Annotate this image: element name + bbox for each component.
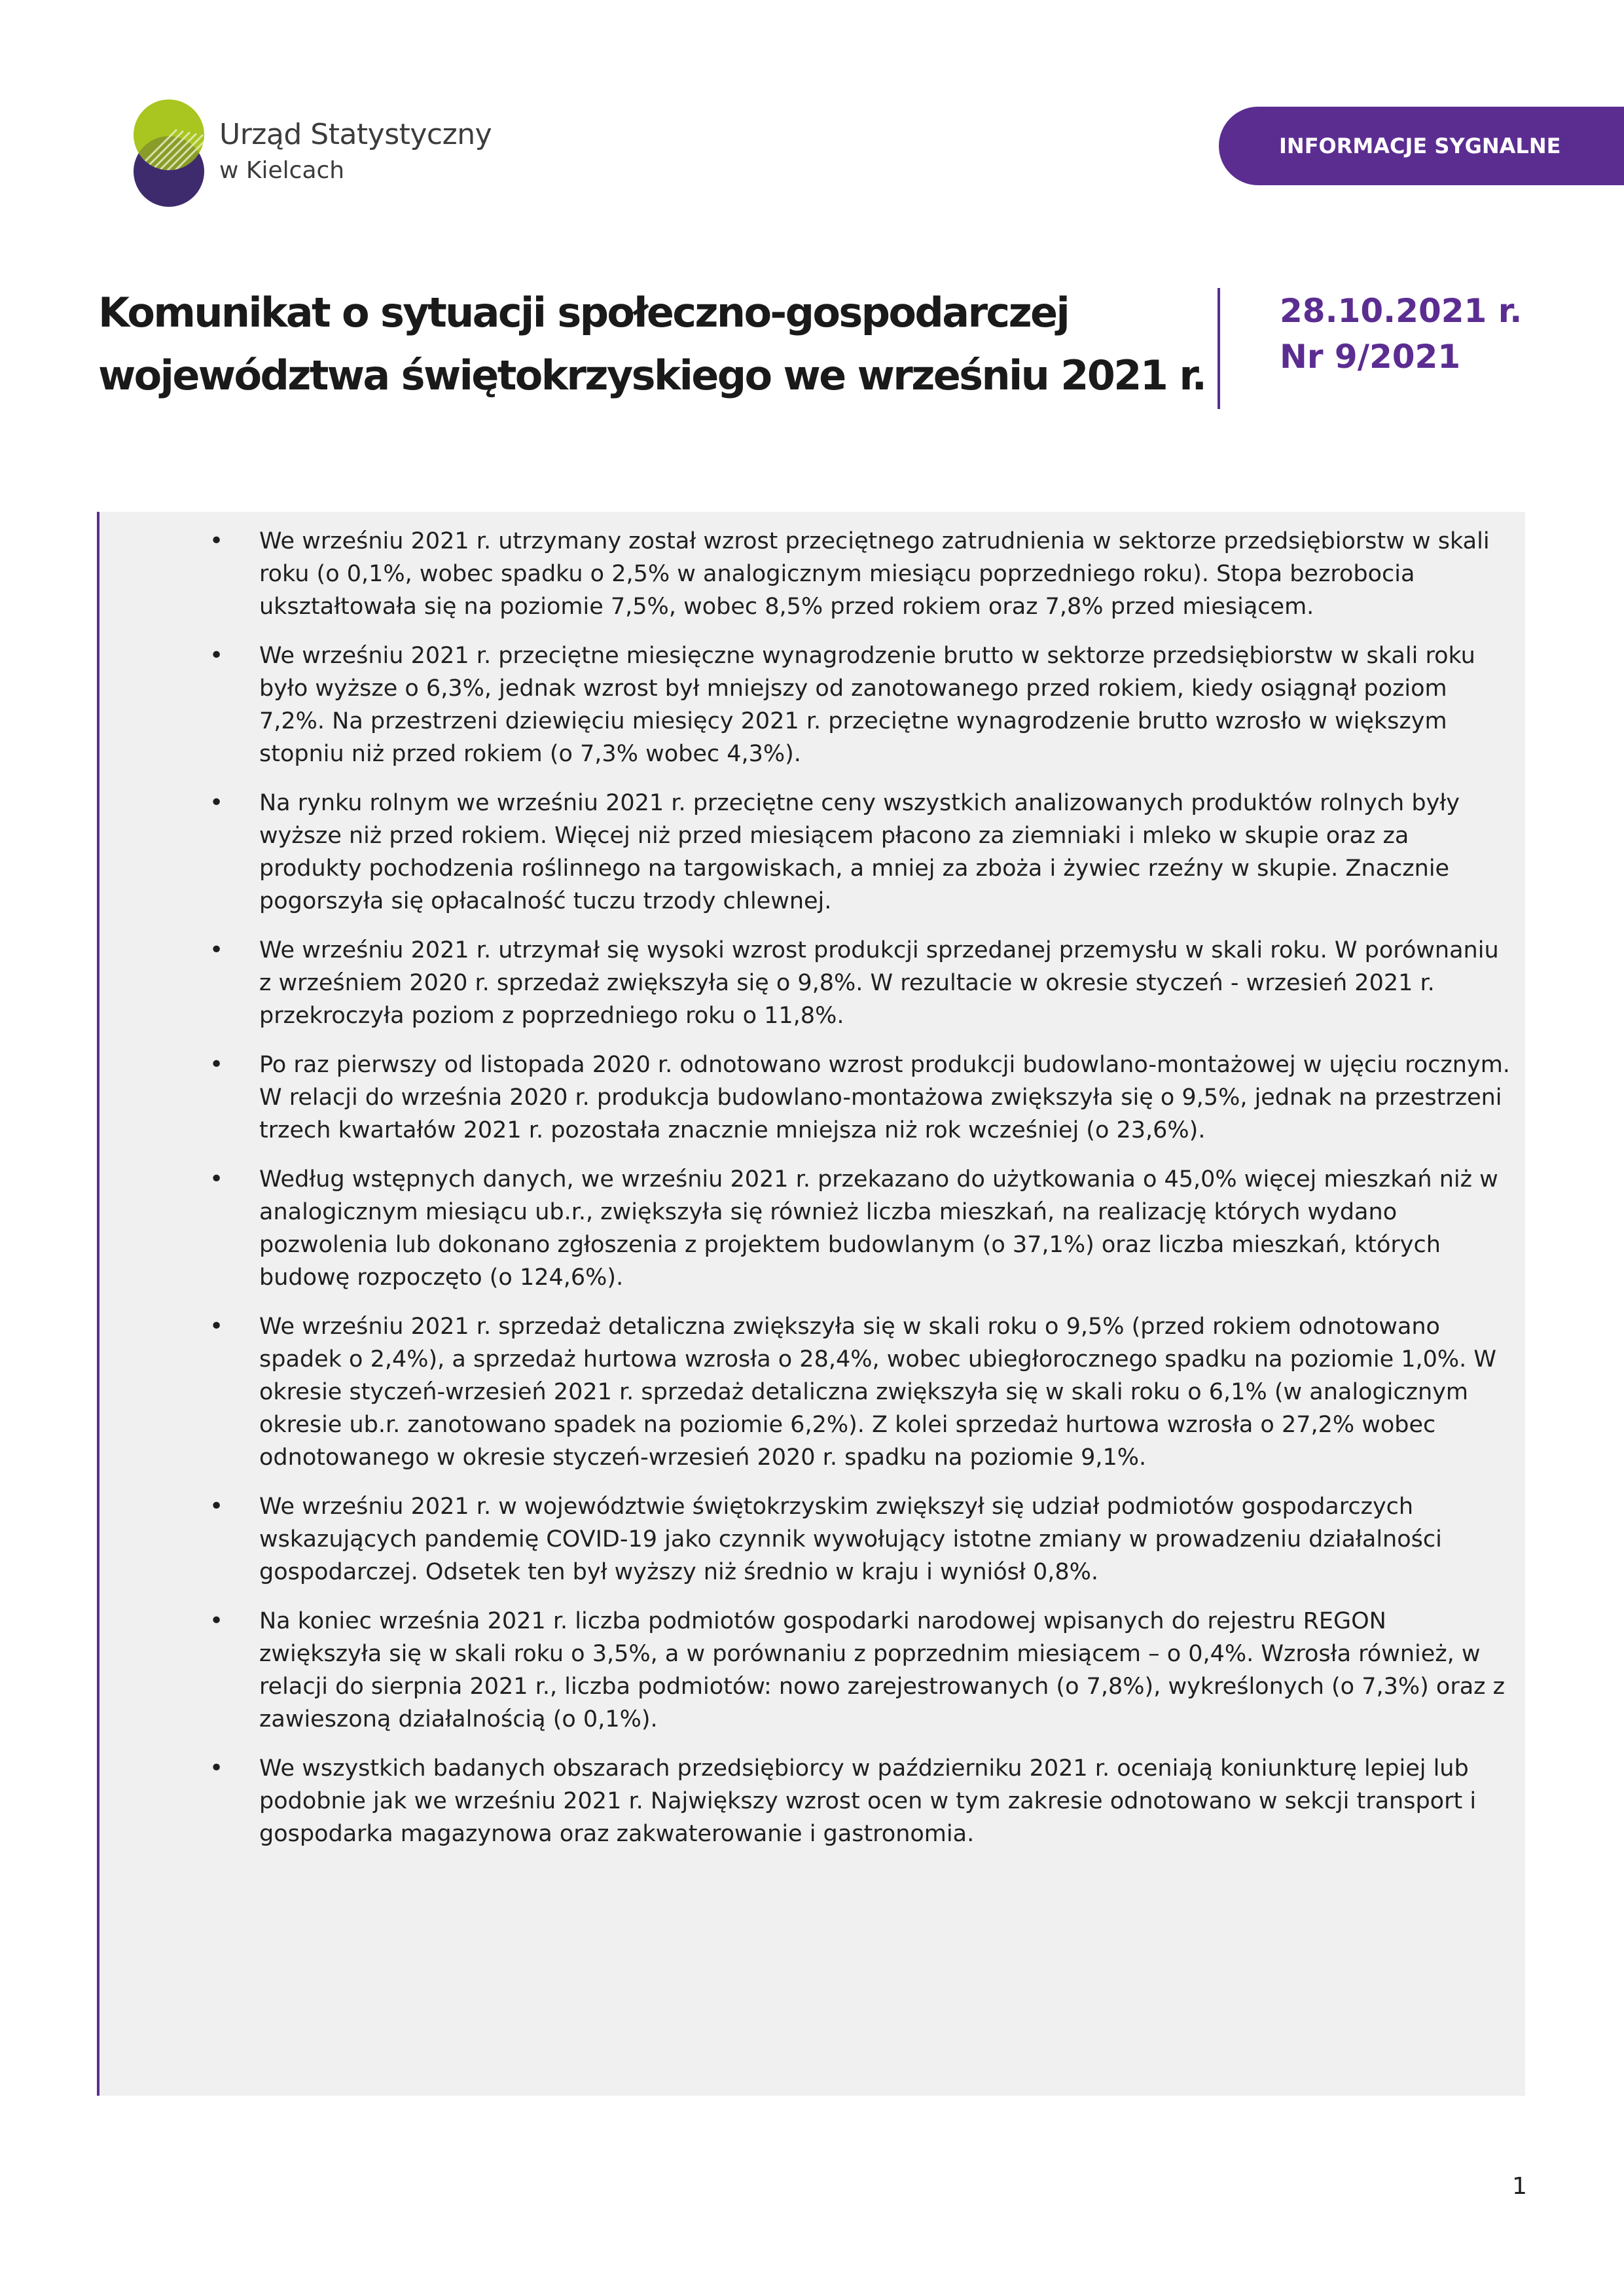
summary-item [99,1490,1525,1588]
page-title [98,281,1211,407]
bullet-icon: • [209,1166,224,1193]
summary-item-text: We wszystkich badanych obszarach przedsiębiorcy w październiku 2021 r. oceniają koniunkturę lepiej lub podobnie jak we wrześniu 2021 r. Największy wzrost ocen w tym zakresie odnotowano w sekcji transport i gospodarka magazynowa oraz zakwaterowanie i gastronomia. [259,1755,1477,1847]
page-number: 1 [1512,2173,1527,2200]
summary-item [99,1605,1525,1736]
release-number: Nr 9/2021 [1280,338,1461,376]
summary-item-text: Według wstępnych danych, we wrześniu 2021 r. przekazano do użytkowania o 45,0% więcej mieszkań niż w analogicznym miesiącu ub.r., zwiększyła się również liczba mieszkań, na realizację których wydano pozwolenia lub dokonano zgłoszenia z projektem budowlanym (o 37,1%) oraz liczba mieszkań, których budowę rozpoczęto (o 124,6%). [259,1166,1498,1291]
summary-list [99,525,1525,1867]
summary-item [99,1163,1525,1294]
summary-item-text: We wrześniu 2021 r. sprzedaż detaliczna zwiększyła się w skali roku o 9,5% (przed rokiem odnotowano spadek o 2,4%), a sprzedaż hurtowa wzrosła o 28,4%, wobec ubiegłorocznego spadku na poziomie 1,0%. W okresie styczeń-wrzesień 2021 r. sprzedaż detaliczna zwiększyła się w skali roku o 6,1% (w analogicznym okresie ub.r. zanotowano spadek na poziomie 6,2%). Z kolei sprzedaż hurtowa wzrosła o 27,2% wobec odnotowanego w okresie styczeń-wrzesień 2020 r. spadku na poziomie 9,1%. [259,1314,1497,1471]
logo [131,98,511,216]
section-badge: INFORMACJE SYGNALNE [1219,107,1624,185]
summary-item [99,787,1525,918]
release-meta [1280,288,1522,380]
summary-item [99,1752,1525,1850]
summary-item-text: Na rynku rolnym we wrześniu 2021 r. przeciętne ceny wszystkich analizowanych produktów rolnych były wyższe niż przed rokiem. Więcej niż przed miesiącem płacono za ziemniaki i mleko w skupie oraz za produkty pochodzenia roślinnego na targowiskach, a mniej za zboża i żywiec rzeźny w skupie. Znacznie pogorszyła się opłacalność tuczu trzody chlewnej. [259,790,1460,914]
summary-item [99,1049,1525,1147]
bullet-icon: • [209,528,224,554]
bullet-icon: • [209,1051,224,1078]
bullet-icon: • [209,1313,224,1340]
summary-item [99,1310,1525,1474]
page-title-line-1: Komunikat o sytuacji społeczno-gospodarczej [98,289,1069,336]
bullet-icon: • [209,642,224,669]
bullet-icon: • [209,789,224,816]
summary-item-text: Na koniec września 2021 r. liczba podmiotów gospodarki narodowej wpisanych do rejestru REGON zwiększyła się w skali roku o 3,5%, a w porównaniu z poprzednim miesiącem – o 0,4%. Wzrosła również, w relacji do sierpnia 2021 r., liczba podmiotów: nowo zarejestrowanych (o 7,8%), wykreślonych (o 7,3%) oraz z zawieszoną działalnością (o 0,1%). [259,1608,1506,1732]
logo-title: Urząd Statystyczny [219,118,492,151]
summary-item-text: We wrześniu 2021 r. utrzymał się wysoki wzrost produkcji sprzedanej przemysłu w skali roku. W porównaniu z wrześniem 2020 r. sprzedaż zwiększyła się o 9,8%. W rezultacie w okresie styczeń - wrzesień 2021 r. przekroczyła poziom z poprzedniego roku o 11,8%. [259,937,1499,1029]
bullet-icon: • [209,1755,224,1782]
summary-panel [97,512,1525,2096]
summary-item-text: We wrześniu 2021 r. przeciętne miesięczne wynagrodzenie brutto w sektorze przedsiębiorstw w skali roku było wyższe o 6,3%, jednak wzrost był mniejszy od zanotowanego przed rokiem, kiedy osiągnął poziom 7,2%. Na przestrzeni dziewięciu miesięcy 2021 r. przeciętne wynagrodzenie brutto wzrosło w większym stopniu niż przed rokiem (o 7,3% wobec 4,3%). [259,643,1475,767]
summary-item-text: Po raz pierwszy od listopada 2020 r. odnotowano wzrost produkcji budowlano-montażowej w ujęciu rocznym. W relacji do września 2020 r. produkcja budowlano-montażowa zwiększyła się o 9,5%, jednak na przestrzeni trzech kwartałów 2021 r. pozostała znacznie mniejsza niż rok wcześniej (o 23,6%). [259,1052,1510,1143]
release-date: 28.10.2021 r. [1280,292,1523,330]
logo-subtitle: w Kielcach [219,157,345,184]
summary-item [99,639,1525,770]
summary-item [99,934,1525,1032]
bullet-icon: • [209,937,224,963]
logo-mark-icon [131,98,209,209]
summary-item [99,525,1525,623]
bullet-icon: • [209,1493,224,1520]
bullet-icon: • [209,1607,224,1634]
summary-item-text: We wrześniu 2021 r. w województwie świętokrzyskim zwiększył się udział podmiotów gospodarczych wskazujących pandemię COVID-19 jako czynnik wywołujący istotne zmiany w prowadzeniu działalności gospodarczej. Odsetek ten był wyższy niż średnio w kraju i wyniósł 0,8%. [259,1494,1442,1585]
title-divider [1218,288,1220,409]
page-title-line-2: województwa świętokrzyskiego we wrześniu 2021 r. [98,351,1206,399]
summary-item-text: We wrześniu 2021 r. utrzymany został wzrost przeciętnego zatrudnienia w sektorze przedsiębiorstw w skali roku (o 0,1%, wobec spadku o 2,5% w analogicznym miesiącu poprzedniego roku). Stopa bezrobocia ukształtowała się na poziomie 7,5%, wobec 8,5% przed rokiem oraz 7,8% przed miesiącem. [259,528,1490,620]
